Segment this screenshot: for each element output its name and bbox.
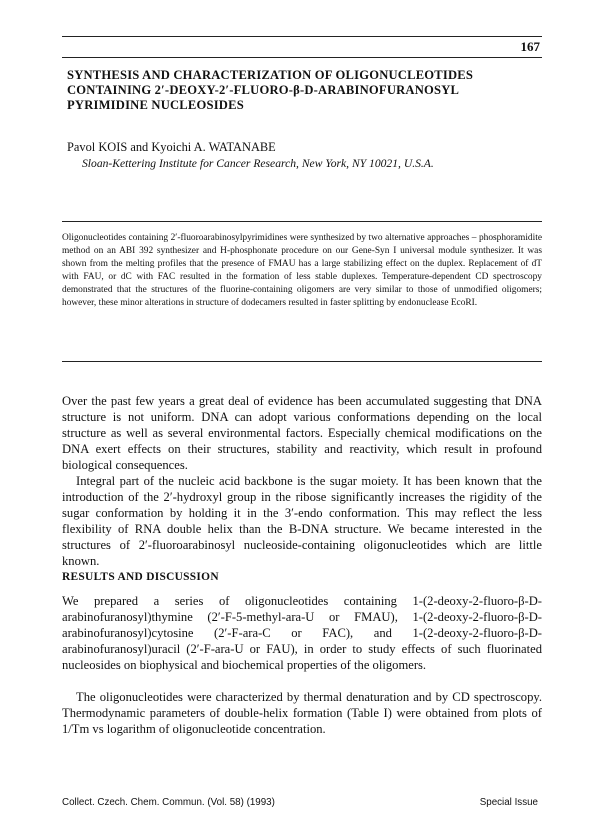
page-number: 167	[520, 39, 540, 54]
intro-paragraph-1: Over the past few years a great deal of evidence has been accumulated suggesting that DNA structure is not uniform. DNA can adopt various conformations depending on the local structure as well as several environmental factors. Especially chemical modifications on the DNA exert effects on their structures, stability and reactivity, which result in profound biological consequences.	[62, 394, 542, 472]
title-line-2: CONTAINING 2′-DEOXY-2′-FLUORO-β-D-ARABINOFURANOSYL	[67, 83, 460, 97]
title-line-3: PYRIMIDINE NUCLEOSIDES	[67, 98, 244, 112]
issue-label: Special Issue	[479, 797, 538, 808]
intro-paragraph-2: Integral part of the nucleic acid backbone is the sugar moiety. It has been known that the introduction of the 2′-hydroxyl group in the ribose significantly increases the rigidity of the sugar conformation by holding it in the 3′-endo conformation. This may reflect the less flexibility of RNA double helix than the B-DNA structure. We became interested in the structures of 2′-fluoroarabinosyl nucleoside-containing oligonucleotides which are little known.	[62, 474, 542, 568]
header-rule	[62, 57, 542, 58]
abstract-top-rule	[62, 221, 542, 222]
results-paragraph-2: The oligonucleotides were characterized by thermal denaturation and by CD spectroscopy. Thermodynamic parameters of double-helix formation (Table I) were obtained from plots of 1/Tm vs logarithm of oligonucleotide concentration.	[62, 690, 542, 736]
abstract: Oligonucleotides containing 2′-fluoroarabinosylpyrimidines were synthesized by two alternative approaches – phosphoramidite method on an ABI 392 synthesizer and H-phosphonate procedure on our Gene-Syn I universal module synthesizer. It was shown from the melting profiles that the presence of FMAU has a large stabilizing effect on the duplex. Replacement of dT with FAU, or dC with FAC resulted in the formation of less stable duplexes. Temperature-dependent CD spectroscopy demonstrated that the structures of the fluorine-containing oligomers are very similar to those of unmodified oligomers; however, these minor alterations in structure of dodecamers resulted in faster splitting by endonuclease EcoRI.	[62, 233, 542, 308]
authors: Pavol KOIS and Kyoichi A. WATANABE	[67, 140, 276, 154]
top-rule	[62, 36, 542, 37]
abstract-bottom-rule	[62, 361, 542, 362]
title-line-1: SYNTHESIS AND CHARACTERIZATION OF OLIGONUCLEOTIDES	[67, 68, 474, 82]
journal-citation: Collect. Czech. Chem. Commun. (Vol. 58) (1993)	[62, 797, 275, 808]
article-title	[67, 68, 547, 113]
results-paragraph-1: We prepared a series of oligonucleotides containing 1-(2-deoxy-2-fluoro-β-D-arabinofuranosyl)thymine (2′-F-5-methyl-ara-U or FMAU), 1-(2-deoxy-2-fluoro-β-D-arabinofuranosyl)cytosine (2′-F-ara-C or FAC), and 1-(2-deoxy-2-fluoro-β-D-arabinofuranosyl)uracil (2′-F-ara-U or FAU), in order to study effects of such fluorinated nucleosides on biophysical and biochemical properties of the oligomers.	[62, 594, 542, 672]
affiliation: Sloan-Kettering Institute for Cancer Research, New York, NY 10021, U.S.A.	[82, 157, 434, 170]
section-heading: RESULTS AND DISCUSSION	[62, 571, 219, 583]
